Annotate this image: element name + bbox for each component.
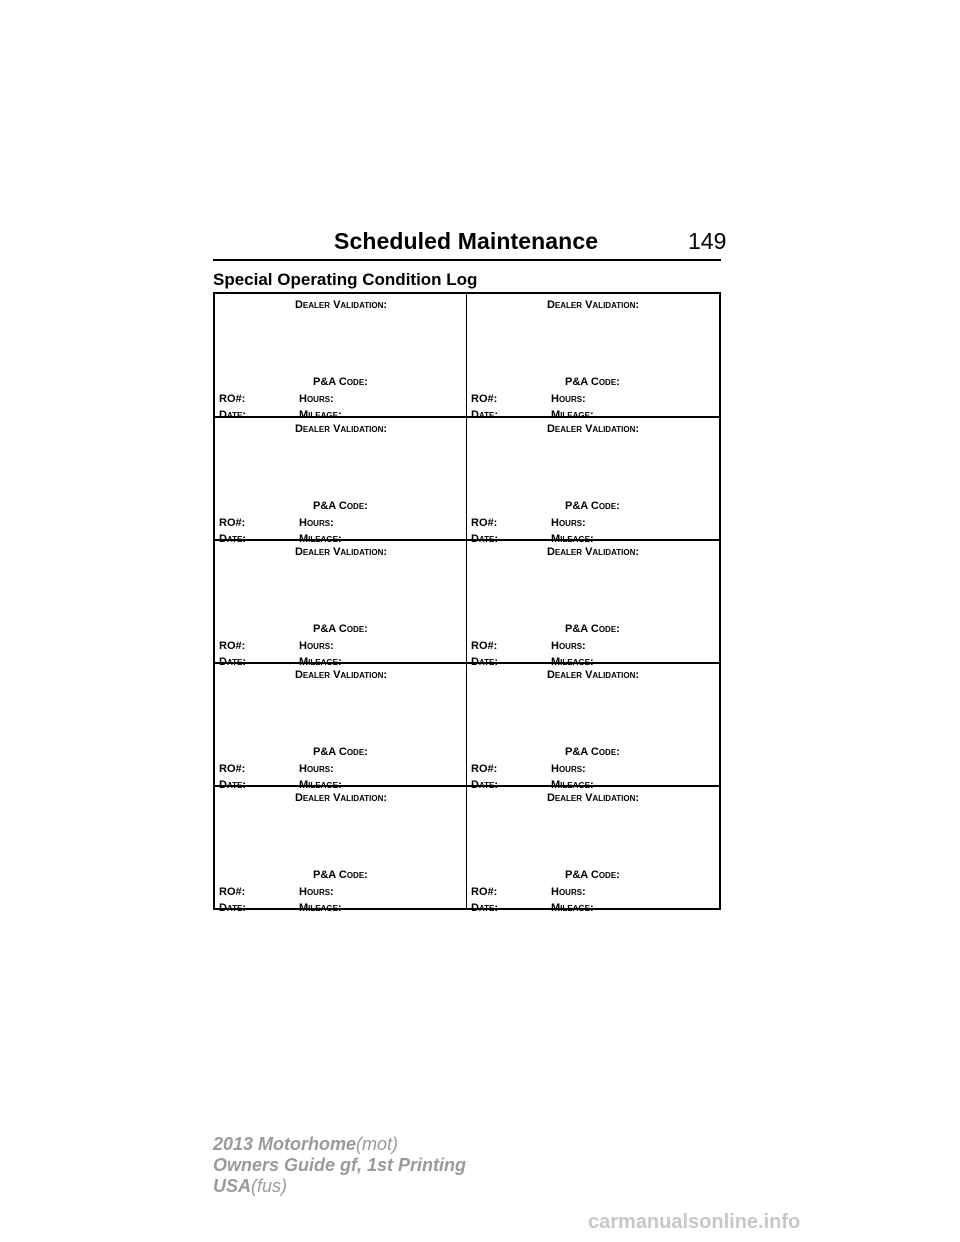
log-entry-cell	[467, 541, 719, 668]
mileage-label: Mileage:	[551, 533, 594, 545]
date-label: Date:	[219, 779, 247, 791]
log-entry-cell	[215, 418, 467, 545]
pa-code-label: P&A Code:	[565, 500, 620, 512]
mileage-label: Mileage:	[551, 656, 594, 668]
ro-number-label: RO#:	[471, 763, 498, 775]
ro-number-label: RO#:	[471, 517, 498, 529]
condition-log-table	[213, 292, 721, 914]
footer-market: USA	[213, 1176, 252, 1196]
date-label: Date:	[471, 409, 499, 421]
dealer-validation-label: Dealer Validation:	[294, 669, 388, 681]
log-entry-cell	[467, 664, 719, 791]
pa-code-label: P&A Code:	[313, 746, 368, 758]
footer-model-code: (mot)	[356, 1134, 399, 1154]
mileage-label: Mileage:	[299, 902, 342, 914]
date-label: Date:	[219, 656, 247, 668]
ro-number-label: RO#:	[471, 886, 498, 898]
mileage-label: Mileage:	[551, 409, 594, 421]
site-watermark: carmanualsonline.info	[588, 1211, 801, 1233]
footer-imprint	[213, 1134, 466, 1197]
mileage-label: Mileage:	[299, 656, 342, 668]
ro-number-label: RO#:	[219, 517, 246, 529]
hours-label: Hours:	[299, 763, 334, 775]
mileage-label: Mileage:	[551, 902, 594, 914]
dealer-validation-label: Dealer Validation:	[294, 299, 388, 311]
dealer-validation-label: Dealer Validation:	[546, 423, 640, 435]
log-entry-cell	[467, 294, 719, 421]
date-label: Date:	[471, 656, 499, 668]
pa-code-label: P&A Code:	[313, 623, 368, 635]
hours-label: Hours:	[551, 517, 586, 529]
date-label: Date:	[471, 533, 499, 545]
dealer-validation-label: Dealer Validation:	[546, 546, 640, 558]
pa-code-label: P&A Code:	[565, 376, 620, 388]
pa-code-label: P&A Code:	[313, 376, 368, 388]
log-row	[215, 662, 719, 791]
page-number: 149	[688, 228, 727, 254]
hours-label: Hours:	[551, 640, 586, 652]
hours-label: Hours:	[299, 886, 334, 898]
dealer-validation-label: Dealer Validation:	[294, 423, 388, 435]
ro-number-label: RO#:	[219, 886, 246, 898]
log-row	[215, 416, 719, 545]
dealer-validation-label: Dealer Validation:	[546, 299, 640, 311]
log-entry-cell	[215, 294, 467, 421]
log-row	[215, 785, 719, 914]
mileage-label: Mileage:	[299, 779, 342, 791]
ro-number-label: RO#:	[219, 393, 246, 405]
footer-model: 2013 Motorhome	[213, 1134, 357, 1154]
footer-market-code: (fus)	[251, 1176, 288, 1196]
footer-line-1	[213, 1134, 466, 1155]
dealer-validation-label: Dealer Validation:	[546, 792, 640, 804]
ro-number-label: RO#:	[471, 640, 498, 652]
hours-label: Hours:	[551, 763, 586, 775]
pa-code-label: P&A Code:	[565, 746, 620, 758]
log-entry-cell	[215, 541, 467, 668]
hours-label: Hours:	[299, 640, 334, 652]
dealer-validation-label: Dealer Validation:	[294, 546, 388, 558]
pa-code-label: P&A Code:	[565, 869, 620, 881]
date-label: Date:	[471, 902, 499, 914]
mileage-label: Mileage:	[551, 779, 594, 791]
footer-line-3	[213, 1176, 466, 1197]
hours-label: Hours:	[299, 517, 334, 529]
dealer-validation-label: Dealer Validation:	[294, 792, 388, 804]
mileage-label: Mileage:	[299, 409, 342, 421]
date-label: Date:	[471, 779, 499, 791]
log-row	[215, 294, 719, 421]
log-entry-cell	[215, 787, 467, 914]
log-row	[215, 539, 719, 668]
pa-code-label: P&A Code:	[313, 869, 368, 881]
date-label: Date:	[219, 533, 247, 545]
page-title: Scheduled Maintenance	[334, 228, 599, 254]
ro-number-label: RO#:	[471, 393, 498, 405]
pa-code-label: P&A Code:	[313, 500, 368, 512]
ro-number-label: RO#:	[219, 640, 246, 652]
ro-number-label: RO#:	[219, 763, 246, 775]
hours-label: Hours:	[299, 393, 334, 405]
hours-label: Hours:	[551, 886, 586, 898]
footer-line-2: Owners Guide gf, 1st Printing	[213, 1155, 467, 1175]
header-divider	[213, 259, 721, 261]
pa-code-label: P&A Code:	[565, 623, 620, 635]
dealer-validation-label: Dealer Validation:	[546, 669, 640, 681]
hours-label: Hours:	[551, 393, 586, 405]
log-entry-cell	[467, 787, 719, 914]
date-label: Date:	[219, 902, 247, 914]
date-label: Date:	[219, 409, 247, 421]
section-title: Special Operating Condition Log	[213, 270, 478, 289]
log-entry-cell	[467, 418, 719, 545]
mileage-label: Mileage:	[299, 533, 342, 545]
log-entry-cell	[215, 664, 467, 791]
